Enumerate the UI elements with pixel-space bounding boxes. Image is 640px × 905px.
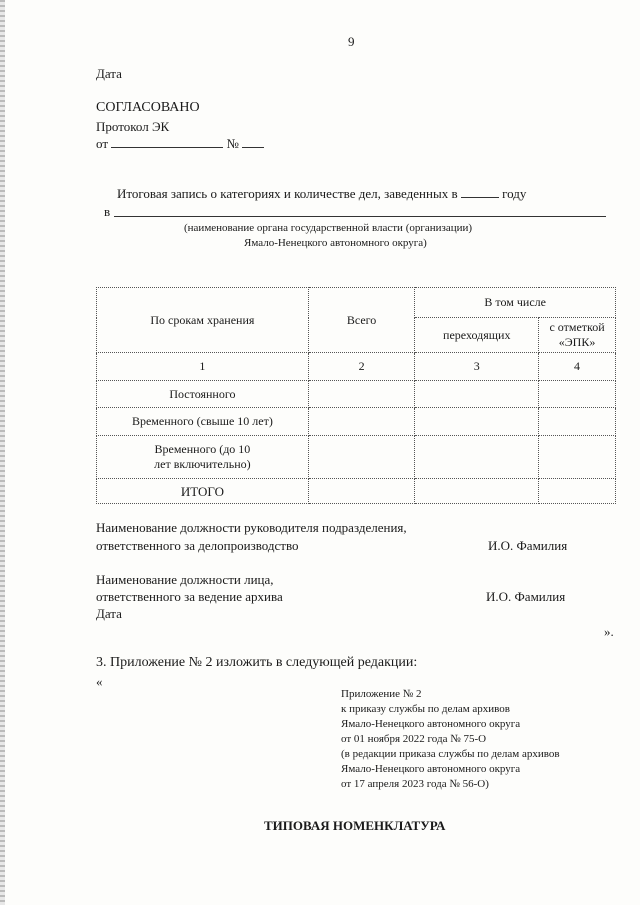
approval-date-line <box>96 136 264 152</box>
col-number-1: 1 <box>97 353 309 381</box>
signature-date: Дата <box>96 606 122 621</box>
summary-table <box>96 287 616 504</box>
head-position-line2: ответственного за делопроизводство <box>96 538 299 553</box>
row-temporary-over-10: Временного (свыше 10 лет) <box>97 408 309 436</box>
scan-edge <box>0 0 5 905</box>
page-number: 9 <box>348 34 355 49</box>
row-total: ИТОГО <box>97 479 309 504</box>
summary-title-text: Итоговая запись о категориях и количестве дел, заведенных в <box>117 186 458 201</box>
cell-empty <box>308 381 415 408</box>
cell-empty <box>308 479 415 504</box>
archive-position-line2: ответственного за ведение архива <box>96 589 283 604</box>
header-date: Дата <box>96 66 122 81</box>
col-number-4: 4 <box>539 353 616 381</box>
col-number-3: 3 <box>415 353 539 381</box>
header-total: Всего <box>308 288 415 353</box>
header-including: В том числе <box>415 288 616 318</box>
header-term: По срокам хранения <box>97 288 309 353</box>
approval-from-label: от <box>96 136 109 151</box>
appendix-line-3: Ямало-Ненецкого автономного округа <box>341 718 521 730</box>
approval-agreed: СОГЛАСОВАНО <box>96 100 200 115</box>
head-name: И.О. Фамилия <box>488 538 568 553</box>
row-permanent: Постоянного <box>97 381 309 408</box>
organization-blank <box>114 216 606 217</box>
opening-quote: « <box>96 674 103 689</box>
cell-empty <box>415 436 539 479</box>
appendix-line-2: к приказу службы по делам архивов <box>341 703 510 715</box>
summary-title-year-word: году <box>502 186 527 201</box>
cell-empty <box>415 479 539 504</box>
cell-empty <box>415 408 539 436</box>
header-transit: переходящих <box>415 318 539 353</box>
cell-empty <box>539 381 616 408</box>
appendix-line-4: от 01 ноября 2022 года № 75-О <box>341 733 487 745</box>
cell-empty <box>415 381 539 408</box>
summary-title-line1 <box>117 186 526 202</box>
head-position-line1: Наименование должности руководителя подразделения, <box>96 520 407 535</box>
closing-quote: ». <box>604 624 614 639</box>
cell-empty <box>308 408 415 436</box>
cell-empty <box>308 436 415 479</box>
appendix-line-7: от 17 апреля 2023 года № 56-О) <box>341 778 489 790</box>
archive-name: И.О. Фамилия <box>486 589 566 604</box>
approval-protocol: Протокол ЭК <box>96 119 170 134</box>
cell-empty <box>539 436 616 479</box>
appendix-line-5: (в редакции приказа службы по делам архивов <box>341 748 560 760</box>
approval-number-blank <box>242 136 264 148</box>
approval-number-label: № <box>226 136 239 151</box>
document-heading: ТИПОВАЯ НОМЕНКЛАТУРА <box>264 818 446 833</box>
col-number-2: 2 <box>308 353 415 381</box>
row-temporary-up-to-10: Временного (до 10 лет включительно) <box>97 436 309 479</box>
summary-note-1: (наименование органа государственной власти (организации) <box>184 222 473 234</box>
archive-position-line1: Наименование должности лица, <box>96 572 274 587</box>
appendix-line-6: Ямало-Ненецкого автономного округа <box>341 763 521 775</box>
approval-date-blank <box>111 136 223 148</box>
summary-title-line2-prefix: в <box>104 204 111 219</box>
summary-note-2: Ямало-Ненецкого автономного округа) <box>244 237 427 249</box>
header-epk: с отметкой «ЭПК» <box>539 318 616 353</box>
summary-year-blank <box>461 186 499 198</box>
cell-empty <box>539 408 616 436</box>
cell-empty <box>539 479 616 504</box>
amendment-item: 3. Приложение № 2 изложить в следующей редакции: <box>96 655 418 670</box>
appendix-line-1: Приложение № 2 <box>341 688 422 700</box>
